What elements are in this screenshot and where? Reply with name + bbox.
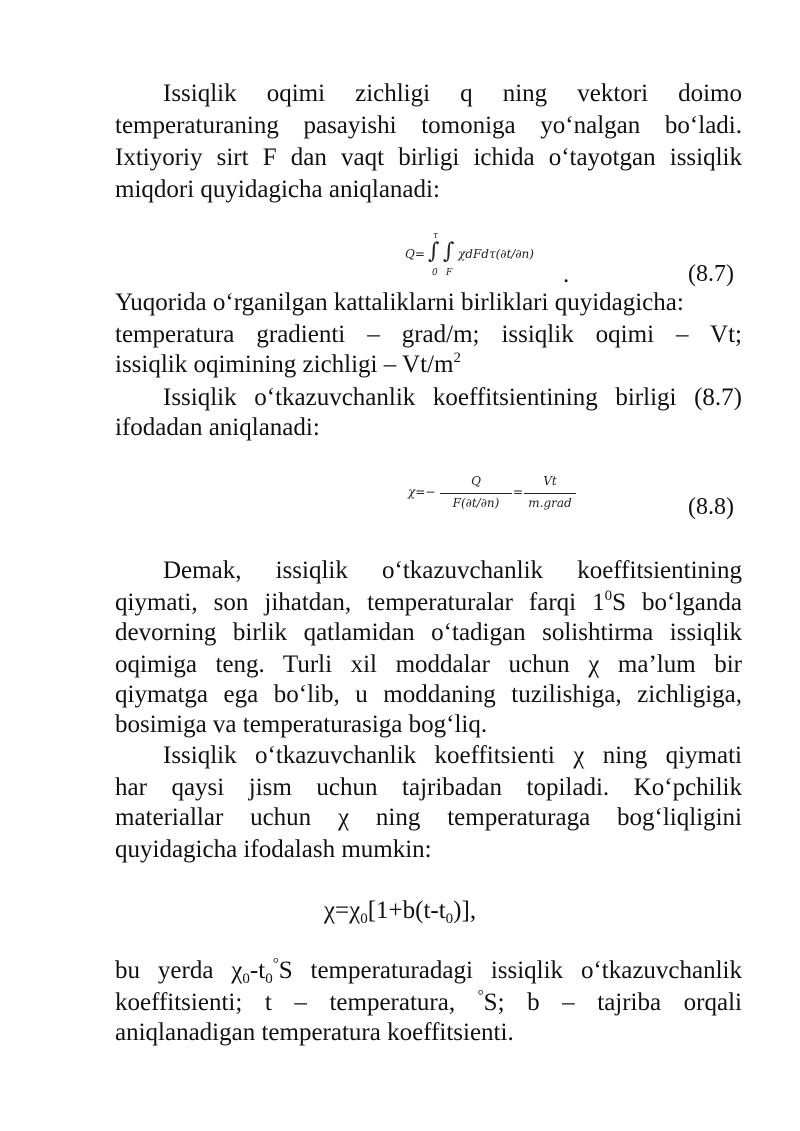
paragraph-1-line-1: Issiqlik oqimi zichligi q ning vektori doimo [163, 80, 742, 107]
paragraph-1-line-4: miqdori quyidagicha aniqlanadi: [115, 176, 440, 203]
degree-superscript: 0 [604, 588, 613, 604]
equation-number-8-8: (8.8) [688, 494, 734, 520]
paragraph-6-line-2 [115, 988, 742, 1021]
eq88-denominator-2: m.grad [528, 496, 572, 510]
formula-part-2: [1+b(t-t [367, 897, 446, 924]
eq88-numerator-1: Q [471, 474, 481, 488]
units-density-exponent: 2 [453, 350, 461, 366]
equation-number-8-7: (8.7) [688, 261, 734, 287]
paragraph-4-line-4: oqimiga teng. Turli xil moddalar uchun χ ma’lum bir [115, 651, 742, 678]
degree-sign-2: ° [477, 988, 484, 1004]
eq87-lhs: Q= [405, 247, 425, 261]
eq87-upper-limit: τ [433, 231, 438, 241]
paragraph-4-line-6: bosimiga va temperaturasiga bog‘liq. [115, 711, 488, 738]
t-zero-subscript: 0 [265, 971, 273, 987]
paragraph-4-line-5: qiymatga ega bo‘lib, u moddaning tuzilishiga, zichligiga, [115, 681, 742, 708]
eq87-integral-sign-1: ∫ [428, 239, 440, 264]
formula-part-3: )], [453, 897, 477, 924]
paragraph-6-line-1-tail: S temperaturadagi issiqlik o‘tkazuvchanlik [278, 957, 743, 984]
paragraph-2-line-3 [115, 350, 742, 383]
eq88-fraction-bar-1 [440, 493, 512, 494]
t-zero-text: -t [249, 957, 266, 984]
eq87-integrand: χdFdτ(∂t/∂n) [458, 247, 534, 261]
paragraph-6-line-3: aniqlanadigan temperatura koeffitsienti. [115, 1019, 514, 1046]
paragraph-1-line-3: Ixtiyoriy sirt F dan vaqt birligi ichida o‘tayotgan issiqlik [115, 144, 742, 171]
eq88-equals: = [513, 485, 524, 499]
temperature-difference-text: qiymati, son jihatdan, temperaturalar farqi 1 [115, 589, 605, 616]
paragraph-4-line-1: Demak, issiqlik o‘tkazuvchanlik koeffitsientining [163, 557, 742, 584]
paragraph-5-line-1: Issiqlik o‘tkazuvchanlik koeffitsienti χ ning qiymati [163, 742, 742, 769]
eq87-lower-limit-f: F [446, 268, 453, 278]
formula-part-1: χ=χ [323, 897, 361, 924]
paragraph-2-line-2: temperatura gradienti – grad/m; issiqlik oqimi – Vt; [115, 321, 742, 348]
formula-subscript-1: 0 [360, 911, 368, 927]
paragraph-1-line-2: temperaturaning pasayishi tomoniga yo‘nalgan bo‘ladi. [115, 112, 742, 139]
eq87-dot: . [563, 261, 570, 288]
temperature-unit-text: S bo‘lganda [612, 589, 742, 616]
eq87-lower-limit-0: 0 [432, 268, 438, 278]
units-density-text: issiqlik oqimining zichligi – Vt/m [115, 351, 454, 378]
paragraph-4-line-2 [115, 588, 742, 621]
formula-subscript-2: 0 [445, 911, 454, 927]
paragraph-5-line-4: quyidagicha ifodalash mumkin: [115, 836, 432, 863]
eq88-fraction-bar-2 [524, 493, 576, 494]
chi-zero-subscript: 0 [242, 971, 250, 987]
paragraph-2-line-1: Yuqorida o‘rganilgan kattaliklarni birliklari quyidagicha: [115, 289, 684, 316]
paragraph-5-line-2: har qaysi jism uchun tajribadan topiladi. Ko‘pchilik [115, 774, 742, 801]
paragraph-3-line-1: Issiqlik o‘tkazuvchanlik koeffitsientining birligi (8.7) [163, 384, 742, 411]
eq88-lhs: χ=− [408, 485, 436, 499]
paragraph-6-line-2-tail: S; b – tajriba orqali [483, 989, 742, 1016]
eq87-integral-sign-2: ∫ [443, 239, 455, 264]
chi-zero-text: bu yerda χ [115, 957, 243, 984]
degree-sign-1: ° [272, 956, 279, 972]
paragraph-3-line-2: ifodadan aniqlanadi: [115, 414, 320, 441]
eq88-numerator-2: Vt [543, 474, 557, 488]
chi-temperature-formula [0, 896, 800, 929]
paragraph-5-line-3: materiallar uchun χ ning temperaturaga bog‘liqligini [115, 804, 742, 831]
paragraph-4-line-3: devorning birlik qatlamidan o‘tadigan solishtirma issiqlik [115, 619, 742, 646]
paragraph-6-line-1 [115, 956, 742, 989]
paragraph-6-line-2-head: koeffitsienti; t – temperatura, [115, 989, 478, 1016]
eq88-denominator-1: F(∂t/∂n) [452, 496, 500, 510]
